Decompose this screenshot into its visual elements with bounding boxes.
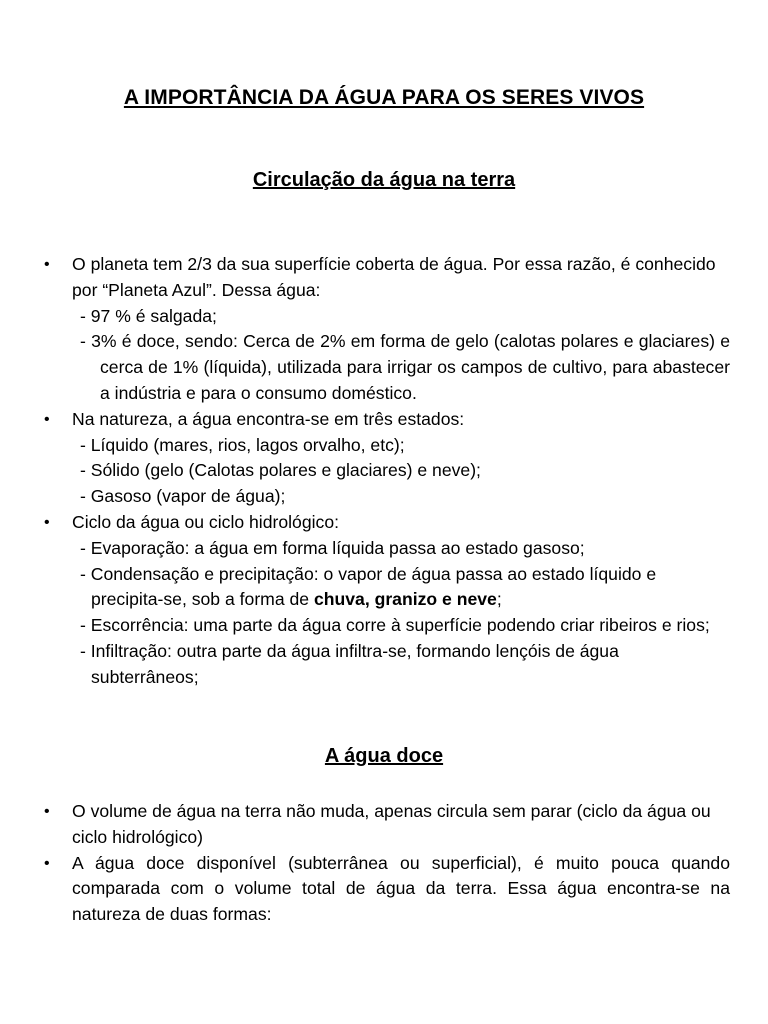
list-item [0,407,768,433]
list-item-text: A água doce disponível (subterrânea ou superficial), é muito pouca quando comparada com o volume total de água da terra. Essa água encontra-se na natureza de duas formas: [72,852,730,925]
bullet-icon: • [44,513,50,531]
sub-item-text-end: ; [496,589,502,610]
bullet-icon: • [44,410,50,428]
bold-text: chuva, granizo e neve [313,589,497,610]
list-item-text: Ciclo da água ou ciclo hidrológico: [72,511,339,532]
sub-item: - 97 % é salgada; [80,305,217,326]
list-item-text: Na natureza, a água encontra-se em três estados: [72,408,465,429]
sub-item [0,562,768,614]
sub-item: - Escorrência: uma parte da água corre à superfície podendo criar ribeiros e rios; [80,615,710,636]
bullet-icon: • [44,854,50,872]
sub-item: - Sólido (gelo (Calotas polares e glaciares) e neve); [80,460,481,481]
bullet-icon: • [44,803,50,820]
fresh-water-list [0,799,768,928]
water-circulation-list [0,252,768,691]
sub-item: - Líquido (mares, rios, lagos orvalho, etc); [80,434,405,455]
list-item [0,799,768,851]
list-item-text: O planeta tem 2/3 da sua superfície coberta de água. Por essa razão, é conhecido por “Planeta Azul”. Dessa água: [72,254,716,300]
document-title: A IMPORTÂNCIA DA ÁGUA PARA OS SERES VIVOS [123,86,645,109]
section-heading-fresh-water: A água doce [324,745,444,767]
list-item-text: O volume de água na terra não muda, apenas circula sem parar (ciclo da água ou ciclo hidrológico) [72,801,711,847]
list-item [0,252,768,304]
list-item [0,851,768,928]
sub-item: - 3% é doce, sendo: Cerca de 2% em forma de gelo (calotas polares e glaciares) e cerca de 1% (líquida), utilizada para irrigar os campos de cultivo, para abastecer a indústria e para o consumo doméstico. [80,331,730,403]
sub-item: - Gasoso (vapor de água); [80,486,286,507]
section-heading-water-circulation: Circulação da água na terra [252,169,516,191]
bullet-icon: • [44,256,50,273]
sub-item-text: - Condensação e precipitação: o vapor de água passa ao estado líquido e precipita-se, sob a forma de [80,563,657,610]
sub-item: - Infiltração: outra parte da água infiltra-se, formando lençóis de água subterrâneos; [80,640,619,687]
list-item [0,510,768,536]
sub-item: - Evaporação: a água em forma líquida passa ao estado gasoso; [80,537,585,558]
